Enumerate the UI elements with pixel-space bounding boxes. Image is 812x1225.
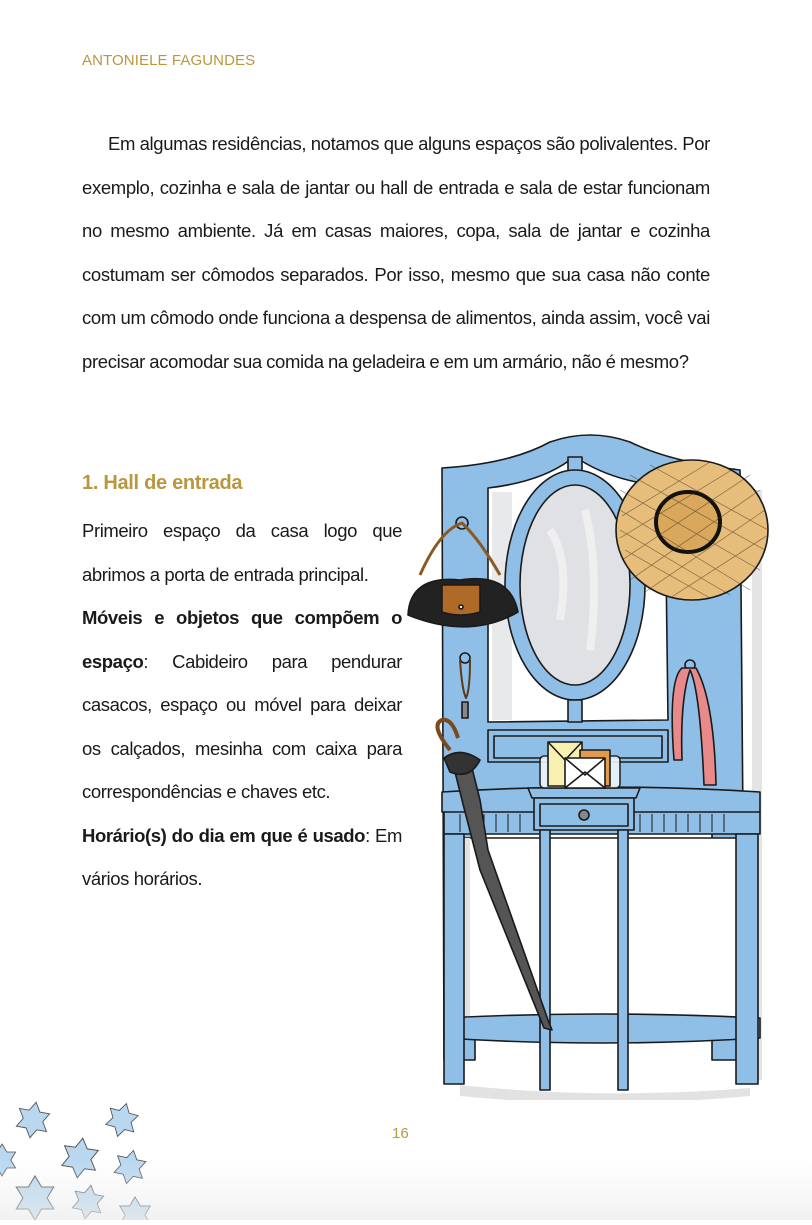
section-title: 1. Hall de entrada: [82, 472, 243, 494]
section-description: Primeiro espaço da casa logo que abrimos a porta de entrada principal.: [82, 520, 402, 585]
page-number: 16: [392, 1125, 409, 1142]
furniture-text: : Cabideiro para pendurar casacos, espaço ou móvel para deixar os calçados, mesinha com caixa para correspondências e chaves etc.: [82, 650, 402, 802]
hall-stand-illustration: [400, 420, 812, 1100]
intro-paragraph: Em algumas residências, notamos que alguns espaços são polivalentes. Por exemplo, cozinha e sala de jantar ou hall de entrada e sala de estar funcionam no mesmo ambiente. Já em casas maiores, copa, sala de jantar e cozinha costumam ser cômodos separados. Por isso, mesmo que sua casa não conte com um cômodo onde funciona a despensa de alimentos, ainda assim, você vai precisar acomodar sua comida na geladeira e em um armário, não é mesmo?: [82, 133, 710, 372]
furniture-paragraph: [82, 596, 402, 814]
hours-text: : Em vários horários.: [82, 824, 402, 889]
furniture-label: Móveis e objetos que compõem o espaço: [82, 607, 402, 672]
star-icon-cluster: [0, 1080, 200, 1220]
section-body: [82, 509, 402, 901]
intro-text: [82, 122, 710, 383]
hours-label: Horário(s) do dia em que é usado: [82, 824, 366, 846]
stars-decoration: [0, 1080, 200, 1220]
hall-stand-drawing: [400, 420, 812, 1100]
hours-paragraph: [82, 814, 402, 901]
running-header: ANTONIELE FAGUNDES: [82, 52, 256, 69]
